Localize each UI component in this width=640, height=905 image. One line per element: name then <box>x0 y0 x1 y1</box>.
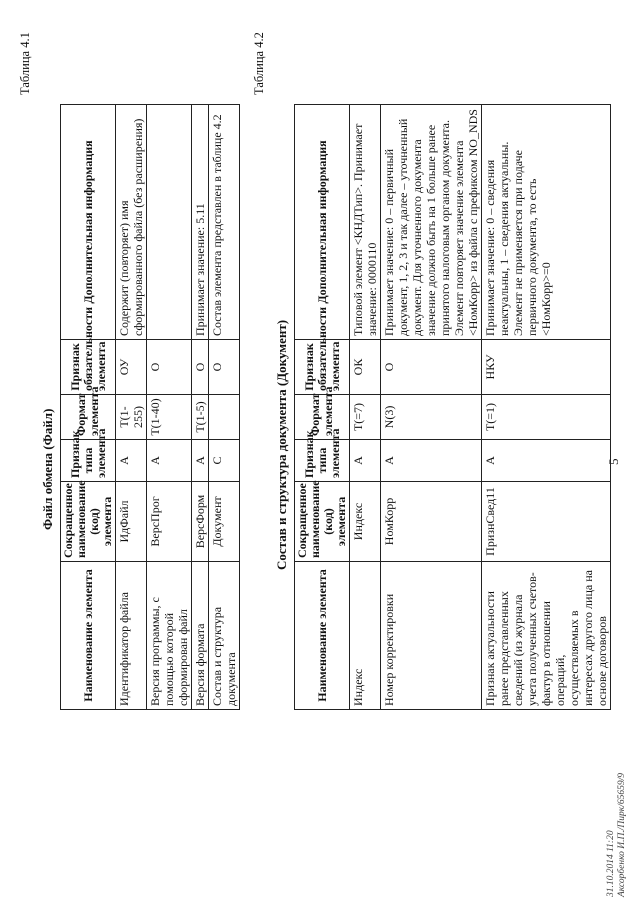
cell-name: Идентификатор файла <box>116 562 147 710</box>
table-row <box>482 105 611 710</box>
table1-caption: Таблица 4.1 <box>18 32 32 95</box>
header-type: Признак типа элемента <box>295 440 350 482</box>
cell-code: ВерсПрог <box>147 482 192 562</box>
cell-required: О <box>209 340 240 395</box>
cell-type: А <box>147 440 192 482</box>
cell-format <box>209 395 240 440</box>
cell-required: О <box>192 340 209 395</box>
cell-type: А <box>482 440 611 482</box>
cell-type: А <box>192 440 209 482</box>
cell-code: НомКорр <box>381 482 482 562</box>
cell-info: Принимает значение: 0 – первичный документ, 1, 2, 3 и так далее – уточненный документ. Для уточненного документа значение должно быть на 1 больше ранее принятого налоговым органом документа. Элемент повторяет значение элемента <НомКорр> из файла с префиксом NO_NDS <box>381 105 482 340</box>
cell-name: Версия программы, с помощью которой сформирован файл <box>147 562 192 710</box>
header-format: Формат элемента <box>295 395 350 440</box>
cell-name: Признак актуальности ранее представленных сведений (из журнала учета полученных счетов-фактур в отношении операций, осуществляемых в интересах другого лица на основе договоров <box>482 562 611 710</box>
header-required: Признак обязательности элемента <box>61 340 116 395</box>
header-code: Сокращенное наименование (код) элемента <box>61 482 116 562</box>
table-row <box>147 105 192 710</box>
header-format: Формат элемента <box>61 395 116 440</box>
page-number: 5 <box>606 458 621 465</box>
cell-required: О <box>147 340 192 395</box>
cell-type: А <box>116 440 147 482</box>
cell-type: С <box>209 440 240 482</box>
cell-name: Состав и структура документа <box>209 562 240 710</box>
table2-caption: Таблица 4.2 <box>252 32 266 95</box>
header-name: Наименование элемента <box>61 562 116 710</box>
header-code: Сокращенное наименование (код) элемента <box>295 482 350 562</box>
table2 <box>294 104 611 710</box>
table2-header-row <box>295 105 350 710</box>
table-row <box>116 105 147 710</box>
cell-required: ОУ <box>116 340 147 395</box>
cell-format: T(1-40) <box>147 395 192 440</box>
header-info: Дополнительная информация <box>295 105 350 340</box>
cell-format: N(3) <box>381 395 482 440</box>
table-row <box>192 105 209 710</box>
cell-format: T(1-255) <box>116 395 147 440</box>
cell-required: ОК <box>350 340 381 395</box>
header-info: Дополнительная информация <box>61 105 116 340</box>
cell-type: А <box>381 440 482 482</box>
cell-code: ПризнСвед11 <box>482 482 611 562</box>
cell-format: T(1-5) <box>192 395 209 440</box>
cell-format: T(=7) <box>350 395 381 440</box>
cell-info: Содержит (повторяет) имя сформированного файла (без расширения) <box>116 105 147 340</box>
table1-header-row <box>61 105 116 710</box>
table2-title: Состав и структура документа (Документ) <box>274 319 289 570</box>
cell-info: Принимает значение: 5.11 <box>192 105 209 340</box>
stamp-author: Аксорбенко И.П./Пирк/65659/9 <box>617 773 627 897</box>
cell-name: Индекс <box>350 562 381 710</box>
table-row <box>209 105 240 710</box>
cell-format: T(=1) <box>482 395 611 440</box>
cell-required: О <box>381 340 482 395</box>
cell-code: Документ <box>209 482 240 562</box>
print-stamp <box>606 773 628 897</box>
cell-code: ИдФайл <box>116 482 147 562</box>
cell-name: Версия формата <box>192 562 209 710</box>
table-row <box>350 105 381 710</box>
cell-type: А <box>350 440 381 482</box>
table1-title: Файл обмена (Файл) <box>40 408 55 530</box>
stamp-date: 31.10.2014 11:20 <box>606 830 616 897</box>
cell-code: ВерсФорм <box>192 482 209 562</box>
table-row <box>381 105 482 710</box>
table1 <box>60 104 240 710</box>
cell-info <box>147 105 192 340</box>
cell-name: Номер корректировки <box>381 562 482 710</box>
header-required: Признак обязательности элемента <box>295 340 350 395</box>
cell-code: Индекс <box>350 482 381 562</box>
header-name: Наименование элемента <box>295 562 350 710</box>
cell-required: НКУ <box>482 340 611 395</box>
cell-info: Состав элемента представлен в таблице 4.2 <box>209 105 240 340</box>
cell-info: Типовой элемент <КНДТип>. Принимает значение: 0000110 <box>350 105 381 340</box>
header-type: Признак типа элемента <box>61 440 116 482</box>
cell-info: Принимает значение: 0 – сведения неактуальны, 1 – сведения актуальны. Элемент не применяется при подаче первичного документа, то есть <НомКорр>=0 <box>482 105 611 340</box>
